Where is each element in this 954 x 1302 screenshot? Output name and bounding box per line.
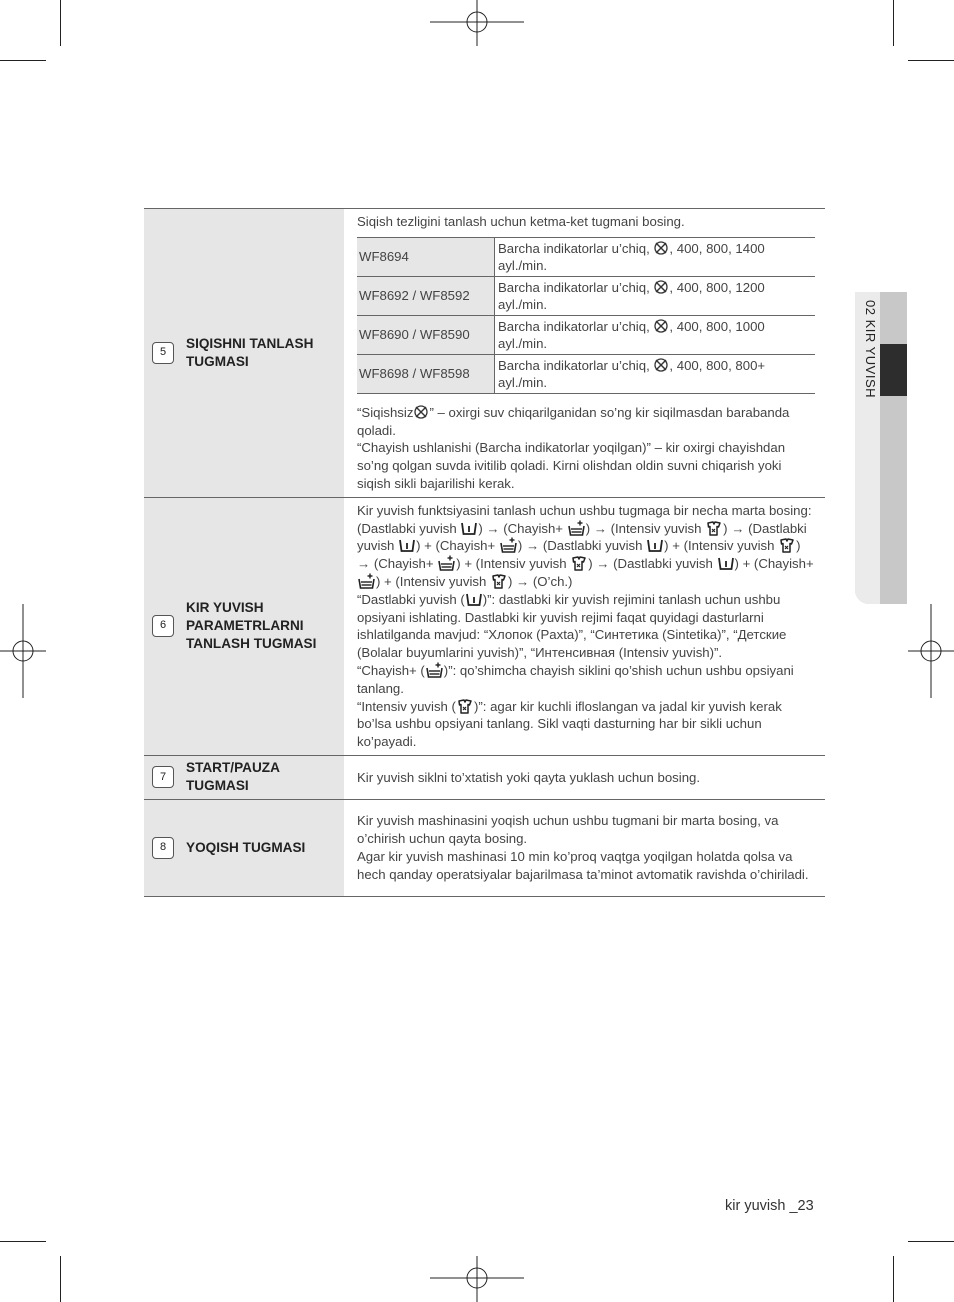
no-spin-icon [653,279,669,295]
prewash-note: “Dastlabki yuvish ( )”: dastlabki kir yuvish rejimini tanlash uchun ushbu opsiyani ishlating. Dastlabki kir yuvish rejimi faqat quyidagi dasturlarni ishlatilganda mavjud: “Хлопок (Paxta)”, “Синтетика (Sintetika)”, “Детские (Bolalar buyumlarini yuvish)”, “Интенсивная (Intensiv yuvish)”. [357,591,787,661]
row-label-cell [144,755,344,799]
registration-mark-top [430,0,524,46]
spin-speed-table [357,237,815,394]
intensive-wash-note: “Intensiv yuvish ( )”: agar kir kuchli ifloslangan va jadal kir yuvish kerak bo’lsa ushbu opsiyani tanlang. Sikl vaqti dasturning har bir sikli uchun ko’payadi. [357,698,782,750]
power-description: Kir yuvish mashinasini yoqish uchun ushbu tugmani bir marta bosing, va o’chirish uchun qayta bosing. [357,813,779,847]
crop-mark [60,1256,61,1302]
model-name: WF8690 / WF8590 [357,315,495,354]
prewash-icon [460,520,478,536]
registration-mark-left [0,604,46,698]
button-name: YOQISH TUGMASI [186,839,306,855]
model-name: WF8694 [357,237,495,276]
spin-model-row [357,354,815,393]
prewash-icon [465,591,483,607]
no-spin-icon [413,404,429,420]
rinse-plus-icon [499,537,518,553]
option-sequence-text: Kir yuvish funktsiyasini tanlash uchun ushbu tugmaga bir necha marta bosing: (Dastlabki yuvish ) → (Chayish+ ) → (Intensiv yuvish ) → (Dastlabki yuvish ) + (Chayish+ ) → (Dastlabki yuvish ) + (Intensiv yuvish ) → (Chayish+ ) + (Intensiv yuvish ) → (Dastlabki yuvish ) + (Chayish+ ) + (Intensiv yuvish ) → (O’ch.) [357,502,814,589]
model-spin-options: Barcha indikatorlar u’chiq, , 400, 800, 1400 ayl./min. [495,237,816,276]
crop-mark [0,60,46,61]
spin-model-row [357,276,815,315]
button-name: KIR YUVISH PARAMETRLARNI TANLASH TUGMASI [186,600,317,652]
no-spin-note: “Siqishsiz ” – oxirgi suv chiqarilganidan so’ng kir siqilmasdan barabanda qoladi. [357,404,790,438]
spin-intro-text: Siqish tezligini tanlash uchun ketma-ket tugmani bosing. [357,214,685,229]
model-spin-options: Barcha indikatorlar u’chiq, , 400, 800, 1000 ayl./min. [495,315,816,354]
button-number-badge: 6 [152,615,174,637]
crop-mark [0,1241,46,1242]
start-pause-description: Kir yuvish siklni to’xtatish yoki qayta yuklash uchun bosing. [357,769,701,785]
row-description-cell [344,799,825,896]
intensive-wash-icon [570,555,588,571]
model-name: WF8692 / WF8592 [357,276,495,315]
no-spin-icon [653,240,669,256]
rinse-plus-icon [567,520,586,536]
row-description-cell [344,209,825,498]
rinse-plus-note: “Chayish+ ( )”: qo’shimcha chayish siklini qo’shish uchun ushbu opsiyani tanlang. [357,662,794,696]
crop-mark [908,60,954,61]
crop-mark [893,0,894,46]
model-name: WF8698 / WF8598 [357,354,495,393]
rinse-hold-note: “Chayish ushlanishi (Barcha indikatorlar yoqilgan)” – kir oxirgi chayishdan so’ng qolgan suvda ivitilib qoladi. Kirni olishdan oldin suvni chiqarish yoki siqish sikli bajarilishi kerak. [357,440,786,491]
row-description-cell [344,755,825,799]
crop-mark [893,1256,894,1302]
button-description-table [144,208,825,897]
page-footer: kir yuvish _23 [725,1198,814,1214]
no-spin-icon [653,357,669,373]
button-number-badge: 7 [152,766,174,788]
prewash-icon [398,537,416,553]
model-spin-options: Barcha indikatorlar u’chiq, , 400, 800, 1200 ayl./min. [495,276,816,315]
rinse-plus-icon [425,662,444,678]
rinse-plus-icon [437,555,456,571]
row-label-cell [144,209,344,498]
row-label-cell [144,497,344,755]
auto-power-off-note: Agar kir yuvish mashinasi 10 min ko’proq vaqtga yoqilgan holatda qolsa va hech qanday operatsiyalar bajarilmasa ta’minot avtomatik ravishda o’chiriladi. [357,848,809,882]
intensive-wash-icon [490,573,508,589]
crop-mark [908,1241,954,1242]
table-row [144,497,825,755]
side-tab-label: 02 KIR YUVISH [863,300,878,399]
rinse-plus-icon [357,573,376,589]
button-name: SIQISHNI TANLASH TUGMASI [186,335,314,369]
intensive-wash-icon [705,520,723,536]
no-spin-icon [653,318,669,334]
intensive-wash-icon [778,537,796,553]
registration-mark-right [908,604,954,698]
row-label-cell [144,799,344,896]
button-name: START/PAUZA TUGMASI [186,760,280,794]
spin-model-row [357,237,815,276]
side-tab-marker [880,344,907,396]
table-row [144,755,825,799]
table-row [144,209,825,498]
crop-mark [60,0,61,46]
table-row [144,799,825,896]
button-number-badge: 8 [152,837,174,859]
button-number-badge: 5 [152,342,174,364]
registration-mark-bottom [430,1256,524,1302]
model-spin-options: Barcha indikatorlar u’chiq, , 400, 800, 800+ ayl./min. [495,354,816,393]
intensive-wash-icon [456,698,474,714]
prewash-icon [646,537,664,553]
prewash-icon [717,555,735,571]
spin-model-row [357,315,815,354]
row-description-cell [344,497,825,755]
